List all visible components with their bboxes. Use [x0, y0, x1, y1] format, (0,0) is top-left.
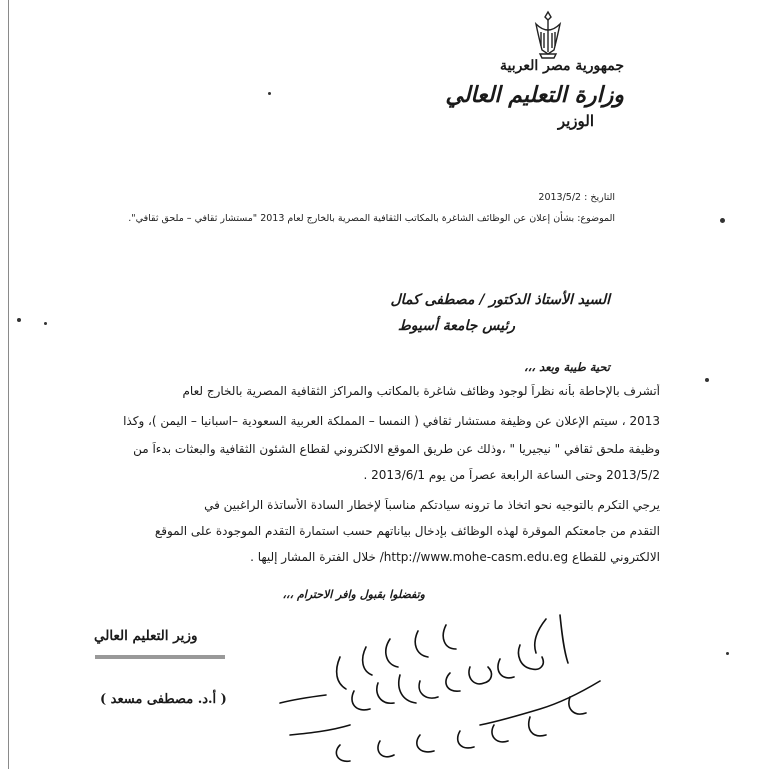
body-line: 2013/5/2 وحتى الساعة الرابعة عصراً من يوم 2013/6/1 . [363, 468, 660, 482]
signature-underline-icon [95, 655, 225, 659]
country-name: جمهورية مصر العربية [500, 58, 624, 74]
body-line: أتشرف بالإحاطة بأنه نظراً لوجود وظائف شاغرة بالمكاتب والمراكز الثقافية المصرية بالخارج لعام [182, 384, 660, 398]
letterhead [404, 58, 624, 130]
scan-speck [720, 218, 725, 223]
addressee-name: السيد الأستاذ الدكتور / مصطفى كمال [390, 292, 610, 308]
letter-subject: الموضوع: بشأن إعلان عن الوظائف الشاغرة بالمكاتب الثقافية المصرية بالخارج لعام 2013 "مستشار ثقافي – ملحق ثقافي". [128, 213, 615, 224]
scan-speck [17, 318, 21, 322]
body-line: وظيفة ملحق ثقافي " نيجيريا " ،وذلك عن طريق الموقع الالكتروني لقطاع الشئون الثقافية والبعثات بدءاً من [133, 442, 660, 456]
body-line: التقدم من جامعتكم الموقرة لهذه الوظائف بإدخال بياناتهم حسب استمارة التقدم الموجودة على الموقع [154, 524, 660, 538]
signatory-name: ( أ.د. مصطفى مسعد ) [100, 692, 227, 707]
handwritten-annotation-icon [270, 585, 630, 769]
addressee-title: رئيس جامعة أسيوط [397, 318, 515, 334]
letter-body [60, 380, 660, 600]
greeting: تحية طيبة وبعد ،،، [523, 360, 610, 374]
scan-speck [726, 652, 729, 655]
closing-line: وتفضلوا بقبول وافر الاحترام ،،، [282, 588, 425, 601]
body-line: 2013 ، سيتم الإعلان عن وظيفة مستشار ثقافي ( النمسا – المملكة العربية السعودية –اسبانيا – اليمن )، وكذا [123, 414, 660, 428]
scan-speck [268, 92, 271, 95]
ministry-name: وزارة التعليم العالي [445, 82, 624, 108]
signatory-title: وزير التعليم العالي [94, 628, 198, 644]
eagle-emblem-icon [528, 8, 568, 60]
scan-speck [705, 378, 709, 382]
body-line: يرجي التكرم بالتوجيه نحو اتخاذ ما ترونه سيادتكم مناسباً لإخطار السادة الأساتذة الراغبين في [204, 498, 660, 512]
scan-edge-line [8, 0, 9, 769]
letter-date: التاريخ : 2013/5/2 [538, 192, 615, 203]
body-line: الالكتروني للقطاع http://www.mohe-casm.edu.eg/ خلال الفترة المشار إليها . [250, 550, 660, 564]
office-title: الوزير [557, 112, 594, 130]
scan-speck [44, 322, 47, 325]
